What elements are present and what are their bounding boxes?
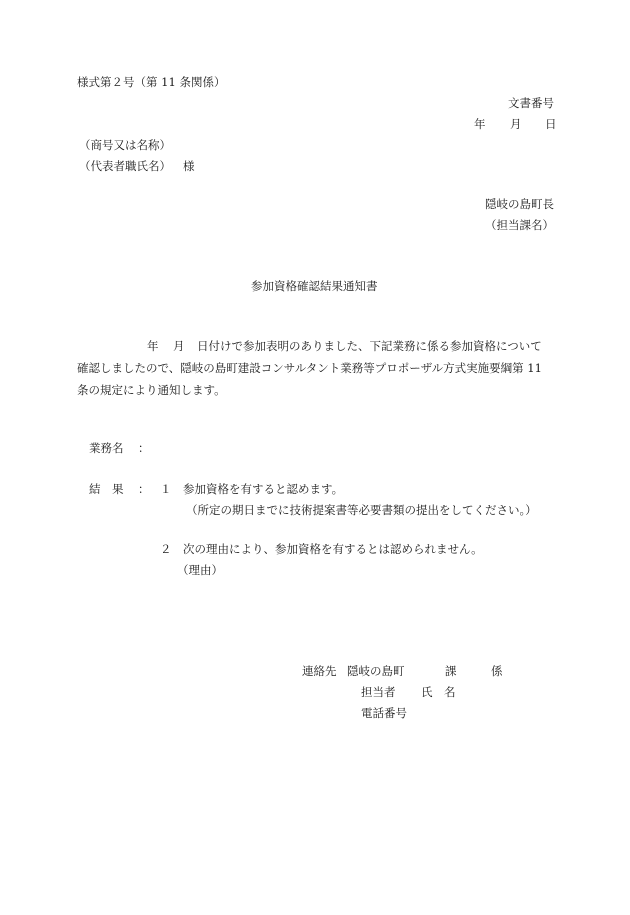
result-option-2-reason: （理由）: [177, 563, 223, 577]
body-line-2: 確認しましたので、隠岐の島町建設コンサルタント業務等プロポーザル方式実施要綱第 11: [77, 361, 542, 375]
sender-title: 隠岐の島町長: [485, 197, 554, 211]
contact-label: 連絡先: [302, 664, 337, 678]
result-option-2-number: ２: [160, 542, 172, 556]
result-label: 結 果: [89, 482, 124, 496]
contact-name-label: 氏 名: [421, 685, 456, 699]
result-option-1-number: １: [160, 482, 172, 496]
document-number-label: 文書番号: [508, 96, 554, 110]
work-name-label: 業務名: [89, 441, 124, 455]
result-option-1-note: （所定の期日までに技術提案書等必要書類の提出をしてください。）: [186, 503, 537, 517]
contact-phone-label: 電話番号: [361, 706, 407, 720]
contact-ka: 課: [445, 664, 457, 678]
body-line-3: 条の規定により通知します。: [77, 383, 226, 397]
contact-person-label: 担当者: [361, 685, 396, 699]
contact-org: 隠岐の島町: [347, 664, 405, 678]
recipient-representative: （代表者職氏名）: [79, 159, 171, 173]
issue-date-day: 日: [545, 117, 557, 131]
body-date-year: 年: [147, 339, 159, 353]
body-paragraph: [77, 335, 558, 401]
contact-kakari: 係: [491, 664, 503, 678]
recipient-company-name: （商号又は名称）: [79, 138, 171, 152]
recipient-honorific: 様: [183, 159, 195, 173]
result-option-2-text: 次の理由により、参加資格を有するとは認められません。: [183, 542, 483, 556]
issue-date-year: 年: [474, 117, 486, 131]
body-date-month: 月: [173, 339, 185, 353]
document-title: 参加資格確認結果通知書: [251, 279, 378, 293]
result-option-1-text: 参加資格を有すると認めます。: [183, 482, 344, 496]
form-number: 様式第２号（第 11 条関係）: [77, 75, 226, 89]
work-name-colon: ：: [138, 441, 150, 455]
issue-date-month: 月: [510, 117, 522, 131]
sender-department: （担当課名）: [485, 218, 554, 232]
result-colon: ：: [138, 482, 150, 496]
body-line-1: 日付けで参加表明のありました、下記業務に係る参加資格について: [197, 339, 542, 353]
